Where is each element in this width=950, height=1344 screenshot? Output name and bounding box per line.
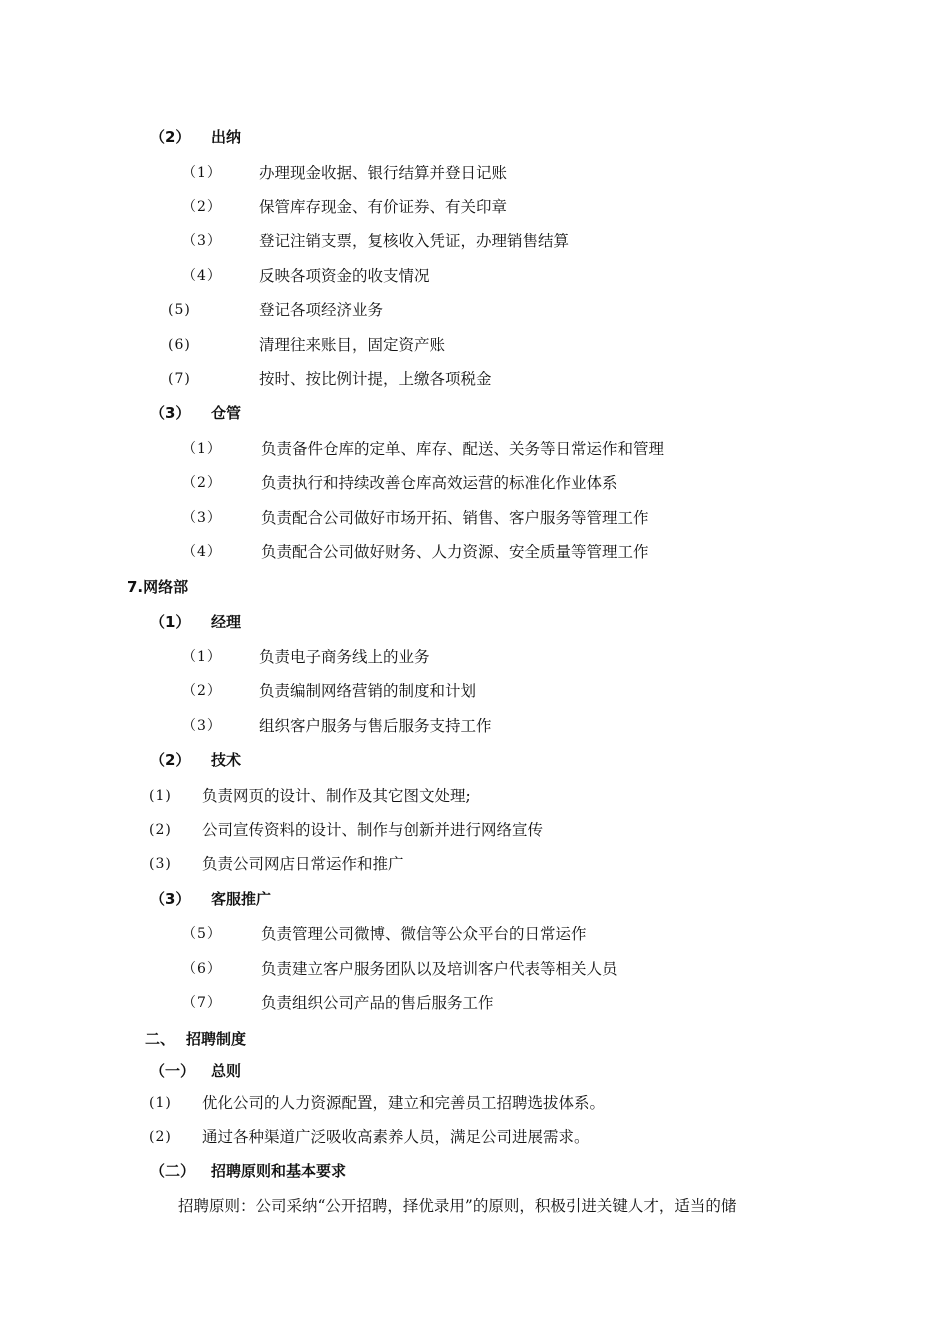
item-number: （2）: [182, 199, 222, 215]
item-number: (2): [149, 822, 172, 838]
item-text: 负责配合公司做好市场开拓、销售、客户服务等管理工作: [261, 509, 649, 527]
item-number: (1): [149, 1095, 172, 1111]
item-text: 负责电子商务线上的业务: [259, 648, 430, 666]
heading-number: （一）: [150, 1062, 196, 1080]
heading-number: （二）: [150, 1162, 196, 1180]
item-text: 负责网页的设计、制作及其它图文处理;: [202, 787, 471, 805]
item-number: （2）: [182, 683, 222, 699]
item-number: (1): [149, 788, 172, 804]
item-number: （6）: [182, 961, 222, 977]
heading-number: （1）: [150, 613, 191, 631]
chapter-number: 二、: [145, 1030, 176, 1048]
item-text: 负责执行和持续改善仓库高效运营的标准化作业体系: [261, 474, 618, 492]
item-number: （5）: [182, 926, 222, 942]
item-text: 按时、按比例计提，上缴各项税金: [259, 370, 492, 388]
heading-number: （3）: [150, 890, 191, 908]
item-number: （3）: [182, 233, 222, 249]
heading-text: 出纳: [211, 128, 242, 146]
item-number: (6): [168, 337, 191, 353]
item-text: 组织客户服务与售后服务支持工作: [259, 717, 492, 735]
item-number: （1）: [182, 649, 222, 665]
item-number: （2）: [182, 475, 222, 491]
item-number: （1）: [182, 165, 222, 181]
item-text: 保管库存现金、有价证券、有关印章: [259, 198, 508, 216]
item-number: (3): [149, 856, 172, 872]
body-paragraph: 招聘原则：公司采纳“公开招聘，择优录用”的原则，积极引进关键人才，适当的储: [178, 1197, 737, 1215]
item-number: （3）: [182, 718, 222, 734]
item-number: (7): [168, 371, 191, 387]
item-text: 优化公司的人力资源配置，建立和完善员工招聘选拔体系。: [202, 1094, 606, 1112]
item-text: 反映各项资金的收支情况: [259, 267, 430, 285]
section-title: 7.网络部: [127, 578, 189, 596]
item-number: （4）: [182, 268, 222, 284]
heading-text: 总则: [211, 1062, 242, 1080]
item-number: （7）: [182, 995, 222, 1011]
heading-text: 仓管: [211, 404, 242, 422]
item-number: (2): [149, 1129, 172, 1145]
heading-number: （3）: [150, 404, 191, 422]
item-text: 负责公司网店日常运作和推广: [202, 855, 404, 873]
item-text: 负责配合公司做好财务、人力资源、安全质量等管理工作: [261, 543, 649, 561]
heading-text: 招聘原则和基本要求: [211, 1162, 347, 1180]
item-text: 登记各项经济业务: [259, 301, 384, 319]
item-text: 负责建立客户服务团队以及培训客户代表等相关人员: [261, 960, 618, 978]
item-text: 负责管理公司微博、微信等公众平台的日常运作: [261, 925, 587, 943]
heading-text: 经理: [211, 613, 242, 631]
item-number: （4）: [182, 544, 222, 560]
heading-text: 技术: [211, 751, 242, 769]
item-text: 登记注销支票，复核收入凭证，办理销售结算: [259, 232, 570, 250]
item-text: 办理现金收据、银行结算并登日记账: [259, 164, 508, 182]
item-number: （1）: [182, 441, 222, 457]
item-text: 负责备件仓库的定单、库存、配送、关务等日常运作和管理: [261, 440, 665, 458]
item-number: (5): [168, 302, 191, 318]
heading-text: 客服推广: [211, 890, 272, 908]
item-text: 公司宣传资料的设计、制作与创新并进行网络宣传: [202, 821, 544, 839]
item-text: 通过各种渠道广泛吸收高素养人员，满足公司进展需求。: [202, 1128, 590, 1146]
heading-number: （2）: [150, 128, 191, 146]
item-text: 清理往来账目，固定资产账: [259, 336, 446, 354]
item-number: （3）: [182, 510, 222, 526]
heading-number: （2）: [150, 751, 191, 769]
item-text: 负责编制网络营销的制度和计划: [259, 682, 477, 700]
item-text: 负责组织公司产品的售后服务工作: [261, 994, 494, 1012]
chapter-title: 招聘制度: [186, 1030, 247, 1048]
